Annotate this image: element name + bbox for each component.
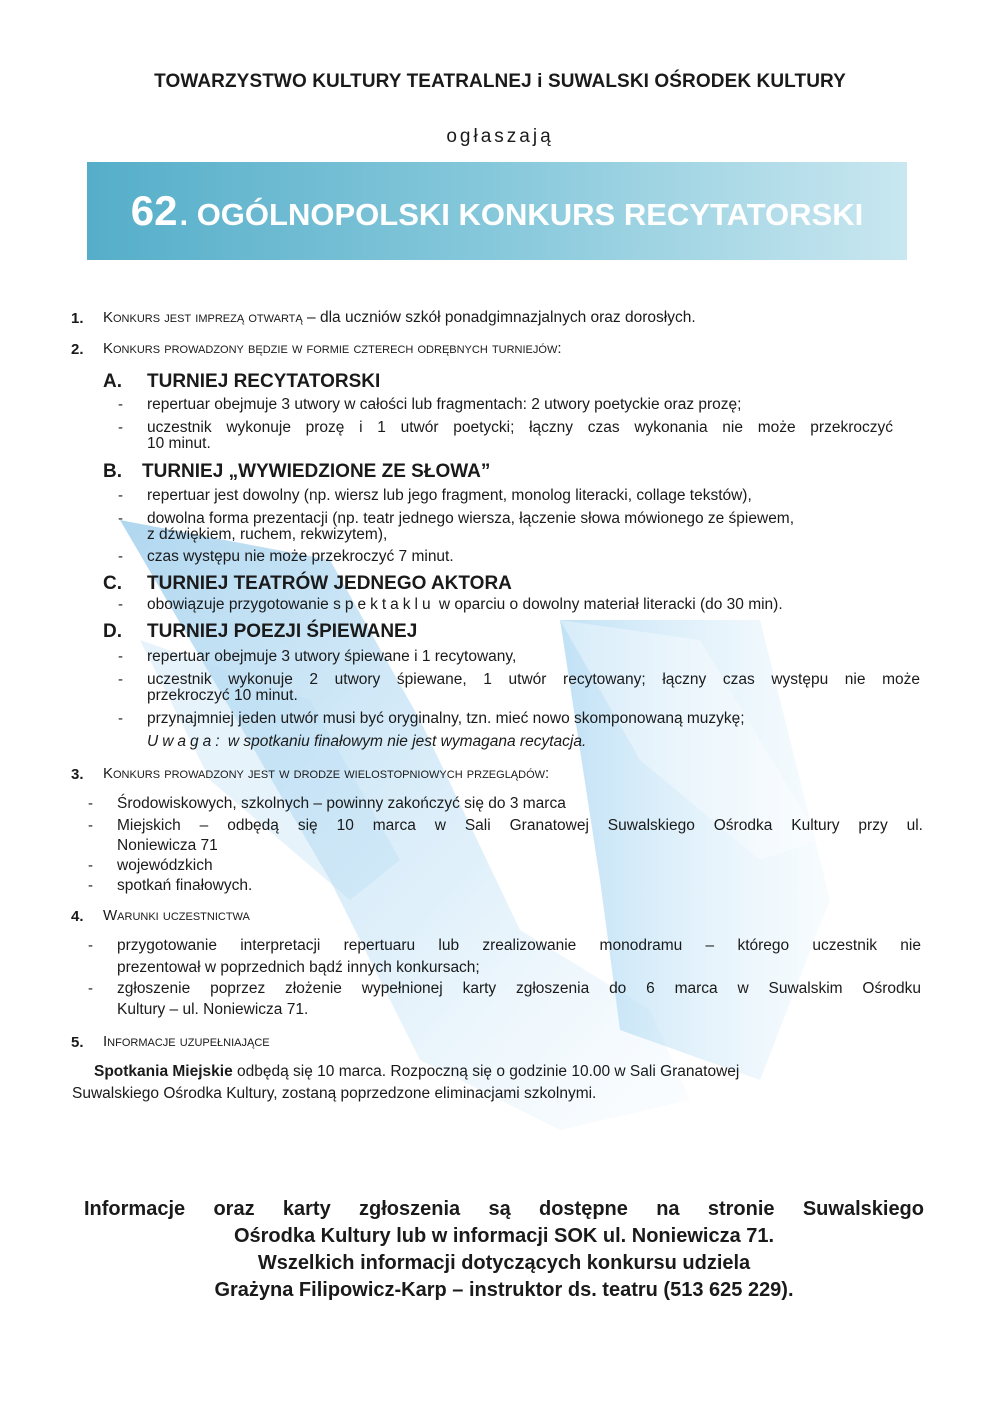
- section-c-item-post: w oparciu o dowolny materiał literacki (do 30 min).: [434, 596, 783, 613]
- list-item: dowolna forma prezentacji (np. teatr jednego wiersza, łączenie słowa mówionego ze śpiewem,: [147, 510, 795, 527]
- rule-1-lead: Konkurs jest imprezą otwartą: [103, 309, 303, 326]
- footer-line-4: Grażyna Filipowicz-Karp – instruktor ds. teatru (513 625 229).: [214, 1279, 794, 1301]
- dash: -: [118, 596, 123, 613]
- dash: -: [88, 877, 93, 894]
- section-c-title: TURNIEJ TEATRÓW JEDNEGO AKTORA: [147, 573, 512, 594]
- list-item-cont: Noniewicza 71: [117, 837, 218, 854]
- rule-5-paragraph-line2: Suwalskiego Ośrodka Kultury, zostaną poprzedzone eliminacjami szkolnymi.: [72, 1085, 597, 1102]
- list-item: przynajmniej jeden utwór musi być oryginalny, tzn. mieć nowo skomponowaną muzykę;: [147, 710, 745, 727]
- section-d-title: TURNIEJ POEZJI ŚPIEWANEJ: [147, 621, 418, 642]
- rule-3-number: 3.: [71, 766, 84, 783]
- footer-info: [84, 1196, 924, 1304]
- rule-5-bold: Spotkania Miejskie: [94, 1063, 233, 1080]
- list-item: [147, 596, 783, 614]
- list-item: wojewódzkich: [117, 857, 213, 874]
- rule-1-number: 1.: [71, 310, 84, 327]
- dash: -: [118, 648, 123, 665]
- list-item: czas występu nie może przekroczyć 7 minut.: [147, 548, 454, 565]
- note-text: w spotkaniu finałowym nie jest wymagana recytacja.: [223, 733, 587, 750]
- dash: -: [88, 817, 93, 834]
- list-item: uczestnik wykonuje 2 utwory śpiewane, 1 utwór recytowany; łączny czas występu nie może: [147, 671, 920, 688]
- list-item-cont: Kultury – ul. Noniewicza 71.: [117, 1001, 309, 1018]
- dash: -: [118, 419, 123, 436]
- rule-5-text: [103, 1033, 270, 1051]
- list-item-cont: z dźwiękiem, ruchem, rekwizytem),: [147, 526, 388, 543]
- rule-2-lead: Konkurs prowadzony będzie w formie czterech odrębnych turniejów:: [103, 340, 562, 357]
- list-item: repertuar obejmuje 3 utwory śpiewane i 1 recytowany,: [147, 648, 517, 665]
- announce-text: ogłaszają: [446, 126, 554, 147]
- dash: -: [118, 548, 123, 565]
- list-item: spotkań finałowych.: [117, 877, 253, 894]
- dash: -: [118, 710, 123, 727]
- contest-title: [131, 187, 863, 235]
- rule-5-paragraph-line1: [94, 1063, 739, 1081]
- footer-line-3: Wszelkich informacji dotyczących konkursu udziela: [257, 1252, 751, 1274]
- rule-3-lead: Konkurs prowadzony jest w drodze wielostopniowych przeglądów:: [103, 765, 550, 782]
- dash: -: [88, 857, 93, 874]
- list-item-cont: 10 minut.: [147, 435, 211, 452]
- contest-number: 62: [130, 187, 178, 234]
- rule-4-lead: Warunki uczestnictwa: [103, 907, 250, 924]
- footer-line-1: Informacje oraz karty zgłoszenia są dostępne na stronie Suwalskiego: [84, 1198, 924, 1220]
- list-item: repertuar jest dowolny (np. wiersz lub jego fragment, monolog literacki, collage tekstów),: [147, 487, 752, 504]
- list-item: przygotowanie interpretacji repertuaru lub zrealizowanie monodramu – którego uczestnik nie: [117, 937, 921, 954]
- dash: -: [118, 671, 123, 688]
- section-b-letter: B.: [103, 461, 122, 482]
- rule-5-lead: Informacje uzupełniające: [103, 1033, 270, 1050]
- list-item: repertuar obejmuje 3 utwory w całości lub fragmentach: 2 utwory poetyckie oraz prozę;: [147, 396, 742, 413]
- note-label: Uwaga:: [147, 733, 224, 750]
- footer-line-2: Ośrodka Kultury lub w informacji SOK ul. Noniewicza 71.: [233, 1225, 775, 1247]
- dash: -: [88, 937, 93, 954]
- title-banner: [87, 162, 907, 260]
- contest-title-text: . OGÓLNOPOLSKI KONKURS RECYTATORSKI: [179, 197, 864, 232]
- list-item: zgłoszenie poprzez złożenie wypełnionej karty zgłoszenia do 6 marca w Suwalskim Ośrodku: [117, 980, 921, 997]
- list-item: uczestnik wykonuje prozę i 1 utwór poetycki; łączny czas wykonania nie może przekroczyć: [147, 419, 893, 436]
- rule-4-number: 4.: [71, 908, 84, 925]
- list-item: Miejskich – odbędą się 10 marca w Sali Granatowej Suwalskiego Ośrodka Kultury przy ul.: [117, 817, 923, 834]
- dash: -: [88, 980, 93, 997]
- list-item-cont: prezentował w poprzednich bądź innych konkursach;: [117, 959, 480, 976]
- rule-5-number: 5.: [71, 1034, 84, 1051]
- section-c-letter: C.: [103, 573, 122, 594]
- dash: -: [118, 396, 123, 413]
- dash: -: [118, 510, 123, 527]
- rule-2-number: 2.: [71, 341, 84, 358]
- section-c-item-spaced: spektaklu: [333, 596, 435, 613]
- section-c-item-pre: obowiązuje przygotowanie: [147, 596, 334, 613]
- rule-5-text1: odbędą się 10 marca. Rozpoczną się o godzinie 10.00 w Sali Granatowej: [232, 1063, 740, 1080]
- organizers-heading: TOWARZYSTWO KULTURY TEATRALNEJ i SUWALSKI OŚRODEK KULTURY: [154, 71, 846, 92]
- rule-1-body: – dla uczniów szkół ponadgimnazjalnych oraz dorosłych.: [302, 309, 696, 326]
- rule-4-text: [103, 907, 250, 925]
- section-b-title: TURNIEJ „WYWIEDZIONE ZE SŁOWA”: [142, 461, 491, 482]
- list-item: Środowiskowych, szkolnych – powinny zakończyć się do 3 marca: [117, 795, 566, 812]
- list-item-cont: przekroczyć 10 minut.: [147, 687, 298, 704]
- rule-2-text: [103, 340, 562, 358]
- section-a-letter: A.: [103, 371, 122, 392]
- rule-3-text: [103, 765, 549, 783]
- dash: -: [118, 487, 123, 504]
- note: [147, 733, 586, 751]
- section-a-title: TURNIEJ RECYTATORSKI: [147, 371, 381, 392]
- rule-1-text: [103, 309, 696, 327]
- section-d-letter: D.: [103, 621, 122, 642]
- dash: -: [88, 795, 93, 812]
